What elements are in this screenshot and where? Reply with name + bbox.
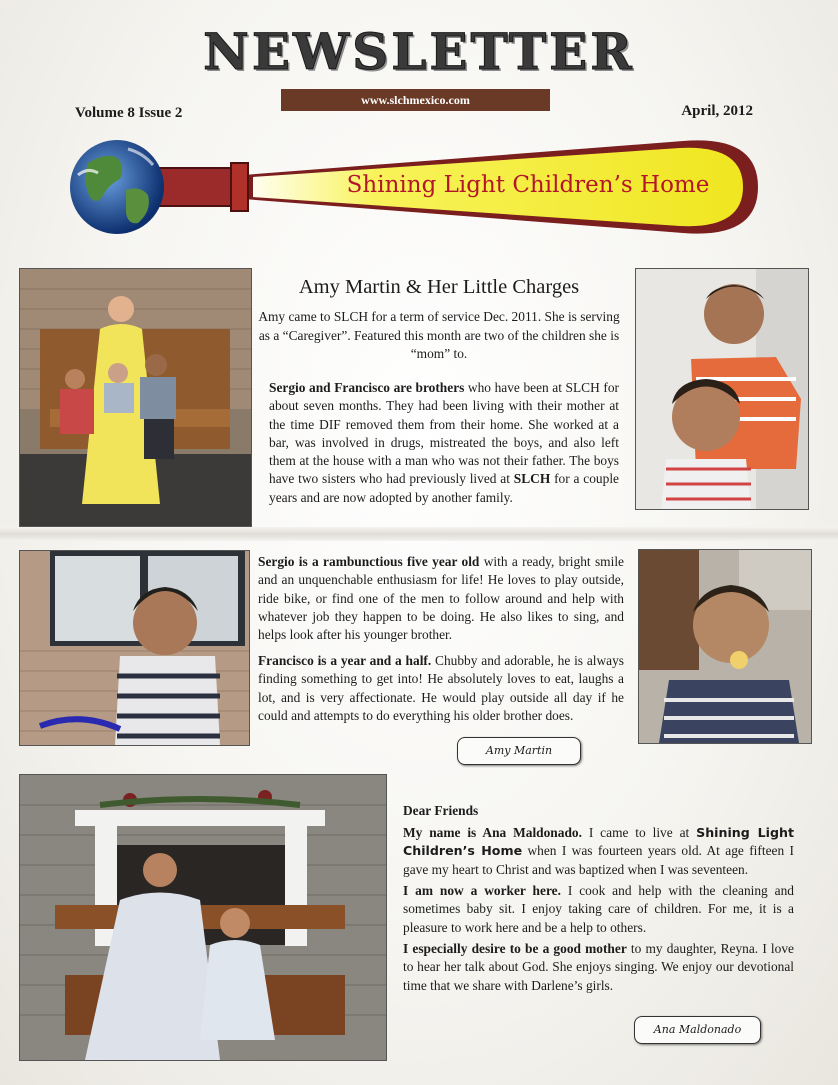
ana-intro-lead: My name is Ana Maldonado. (403, 825, 582, 840)
photo-ana-and-reyna (19, 774, 387, 1061)
section-intro: Amy came to SLCH for a term of service Dec. 2011. She is serving as a “Caregiver”. Featured this month are two of the children she is “mom” to. (258, 309, 620, 361)
slch-bold: SLCH (513, 471, 551, 487)
ana-intro-text-a: I came to live at (581, 825, 697, 840)
francisco-lead: Francisco is a year and a half. (258, 653, 432, 668)
photo-francisco (638, 549, 812, 744)
signature-ana-maldonado: Ana Maldonado (634, 1016, 761, 1044)
section-title: Amy Martin & Her Little Charges (298, 276, 580, 298)
ana-worker-paragraph (403, 882, 794, 937)
ana-intro-paragraph (403, 824, 794, 879)
website-url[interactable]: www.slchmexico.com (281, 89, 550, 111)
volume-issue: Volume 8 Issue 2 (75, 105, 183, 121)
banner-title: Shining Light Children’s Home (346, 172, 710, 198)
francisco-paragraph (258, 652, 624, 725)
issue-date: April, 2012 (681, 103, 753, 119)
ana-intro-text-b: when I was fourteen years old. At age fifteen I gave my heart to Christ and was baptized when I was seventeen. (403, 843, 794, 877)
sergio-lead: Sergio is a rambunctious five year old (258, 554, 480, 569)
globe-icon (70, 140, 164, 234)
ana-mother-paragraph (403, 940, 794, 995)
home-name-highlight: Shining Light Children’s Home (403, 825, 795, 859)
sergio-text: with a ready, bright smile and an unquenchable enthusiasm for life! He loves to play outside, ride bike, or find one of the men to follow around and help with whatever job they happen to be doing. He also likes to sing, and helps look after his younger brother. (258, 554, 624, 643)
brothers-text-b: for a couple years and are now adopted by another family. (269, 471, 619, 505)
photo-sergio (19, 550, 250, 746)
photo-sergio-and-francisco (635, 268, 809, 510)
ana-worker-text: I cook and help with the cleaning and sometimes baby sit. I enjoy taking care of children. For me, it is a pleasure to work here and be a help to others. (403, 883, 795, 935)
signature-amy-martin: Amy Martin (457, 737, 581, 765)
newsletter-masthead: NEWSLETTER (203, 22, 635, 81)
brothers-paragraph (269, 379, 619, 507)
ana-worker-lead: I am now a worker here. (403, 883, 561, 898)
page-fold (0, 527, 838, 541)
francisco-text: Chubby and adorable, he is always finding something to get into! He absolutely loves to eat, laughs a lot, and is very affectionate. He would play outside all day if he could and attempts to do everything his older brother does. (258, 653, 625, 723)
photo-amy-with-children (19, 268, 252, 527)
sergio-paragraph (258, 553, 624, 644)
ana-mother-text: to my daughter, Reyna. I love to hear her talk about God. She enjoys singing. We enjoy our devotional time that we share with Darlene’s girls. (403, 941, 794, 993)
brothers-text-a: who have been at SLCH for about seven months. They had been living with their mother at the time DIF removed them from their home. She worked at a bar, was involved in drugs, mistreated the boys, and also left them at the house with a man who was not their father. The boys have two sisters who had previously lived at (269, 380, 619, 487)
ana-mother-lead: I especially desire to be a good mother (403, 941, 627, 956)
letter-greeting: Dear Friends (403, 803, 479, 818)
brothers-lead: Sergio and Francisco are brothers (269, 380, 465, 395)
